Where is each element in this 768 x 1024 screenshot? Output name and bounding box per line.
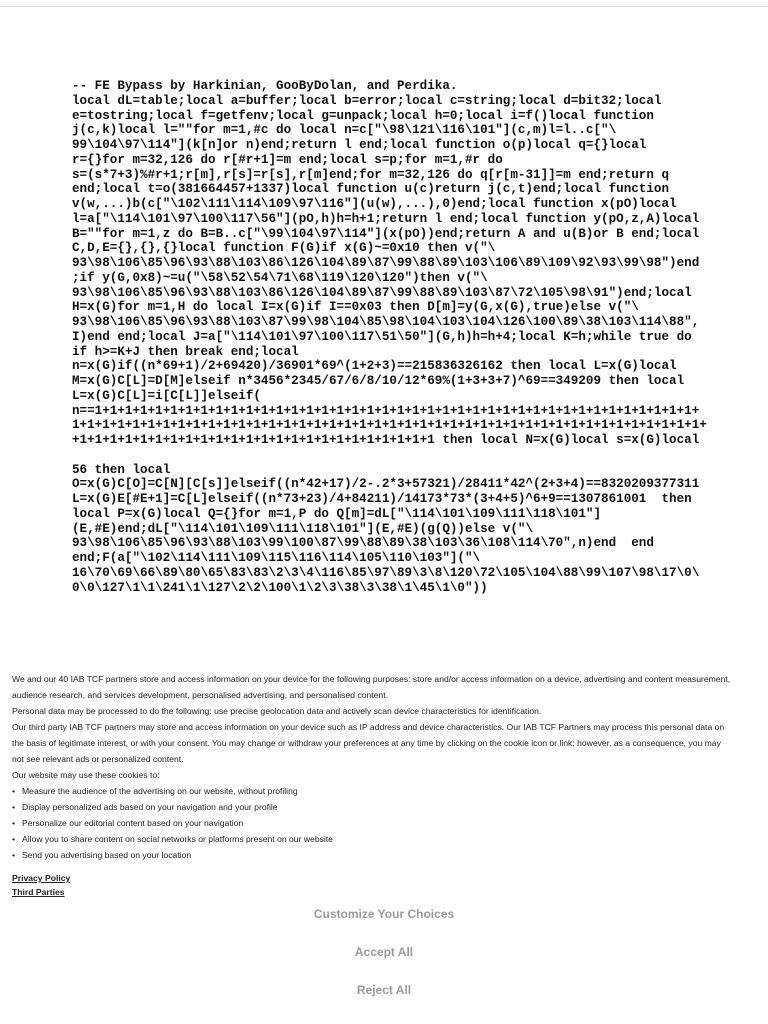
list-item: • Send you advertising based on your location [22, 847, 732, 863]
code-line: j(c,k)local l=""for m=1,#c do local n=c["\98\121\116\101"](c,m)l=l..c["\ [72, 123, 617, 138]
list-item: • Personalize our editorial content based on your navigation [22, 815, 732, 831]
third-parties-link[interactable]: Third Parties [12, 887, 65, 897]
code-line: L=x(G)E[#E+1]=C[L]elseif((n*73+23)/4+84211)/14173*73*(3+4+5)^6+9==1307861001 then [72, 492, 692, 506]
consent-text [12, 671, 732, 899]
code-line: 1+1+1+1+1+1+1+1+1+1+1+1+1+1+1+1+1+1+1+1+1+1+1+1+1+1+1+1+1+1+1+1+1+1+1+1+1+1+1+1+1+1+ [72, 418, 707, 433]
code-block [72, 79, 707, 595]
code-line: 93\98\106\85\96\93\88\103\87\99\98\104\85\98\104\103\104\126\100\89\38\103\114\88", [72, 315, 700, 329]
code-line: (E,#E)end;dL["\114\101\109\111\118\101"](E,#E)(g(Q))else v("\ [72, 521, 534, 536]
third-party-text: Our third party IAB TCF partners may store and access information on your device such as IP address and device characteristics. Our IAB TCF Partners may process this personal data on the basis of legitimate interest, or with your consent. You may change or withdraw your preferences at any time by clicking on the cookie icon or link; however, as a consequence, you may not see relevant ads or personalized content. [12, 722, 725, 764]
accept-all-button[interactable]: Accept All [0, 945, 768, 959]
code-line: r={}for m=32,126 do r[#r+1]=m end;local s=p;for m=1,#r do [72, 152, 503, 167]
code-line: 93\98\106\85\96\93\88\103\86\126\104\89\87\99\88\89\103\87\72\105\98\91")end;local [72, 285, 692, 300]
code-line: M=x(G)C[L]=D[M]elseif n*3456*2345/67/6/8/10/12*69%(1+3+3+7)^69==349209 then local [72, 374, 685, 388]
cookie-consent-panel [0, 663, 768, 1024]
code-line: end;local t=o(381664457+1337)local function u(c)return j(c,t)end;local function [72, 182, 670, 197]
code-line: 99\104\97\114"](k[n]or n)end;return l end;local function o(p)local q={}local [72, 138, 647, 152]
code-line: 16\70\69\66\89\80\65\83\83\2\3\4\116\85\97\89\3\8\120\72\105\104\88\99\107\98\17\0\ [72, 565, 700, 580]
code-line: n=x(G)if((n*69+1)/2+69420)/36901*69^(1+2+3)==215836326162 then local L=x(G)local [72, 359, 677, 374]
code-line: ;if y(G,0x8)~=u("\58\52\54\71\68\119\120\120")then v("\ [72, 270, 488, 285]
list-item: • Display personalized ads based on your navigation and your profile [22, 799, 732, 815]
policy-links [12, 871, 732, 899]
cookies-intro: Our website may use these cookies to: [12, 770, 160, 780]
code-line: I)end end;local J=a["\114\101\97\100\117\51\50"](G,h)h=h+4;local K=h;while true do [72, 329, 692, 344]
code-line: if h>=K+J then break end;local [72, 344, 299, 359]
code-line: e=tostring;local f=getfenv;local g=unpack;local h=0;local i=f()local function [72, 108, 654, 123]
code-line: +1+1+1+1+1+1+1+1+1+1+1+1+1+1+1+1+1+1+1+1+1+1+1+1 then local N=x(G)local s=x(G)local [72, 433, 700, 447]
code-line: H=x(G)for m=1,H do local I=x(G)if I==0x03 then D[m]=y(G,x(G),true)else v("\ [72, 300, 639, 315]
list-item: • Allow you to share content on social networks or platforms present on our website [22, 831, 732, 847]
reject-all-button[interactable]: Reject All [0, 983, 768, 997]
code-line: C,D,E={},{},{}local function F(G)if x(G)~=0x10 then v("\ [72, 241, 496, 256]
privacy-policy-link[interactable]: Privacy Policy [12, 873, 71, 883]
code-line: L=x(G)C[L]=i[C[L]]elseif( [72, 388, 261, 403]
code-line: n==1+1+1+1+1+1+1+1+1+1+1+1+1+1+1+1+1+1+1+1+1+1+1+1+1+1+1+1+1+1+1+1+1+1+1+1+1+1+1+1+ [72, 403, 700, 418]
code-line: end;F(a["\102\114\111\109\115\116\114\105\110\103"]("\ [72, 551, 481, 565]
code-line: -- FE Bypass by Harkinian, GooByDolan, and Perdika. [72, 79, 458, 93]
code-line: v(w,...)b(c["\102\111\114\109\97\116"](u(w),...),0)end;local function x(pO)local [72, 197, 677, 211]
purposes-text: We and our 40 IAB TCF partners store and access information on your device for the following purposes: store and/or access information on a device, advertising and content measurement, audience research, and services development, personalised advertising, and personalised content. [12, 674, 731, 700]
code-line: local dL=table;local a=buffer;local b=error;local c=string;local d=bit32;local [72, 93, 662, 108]
code-line: s=(s*7+3)%#r+1;r[m],r[s]=r[s],r[m]end;for m=32,126 do q[r[m-31]]=m end;return q [72, 167, 670, 182]
code-line: local P=x(G)local Q={}for m=1,P do Q[m]=dL["\114\101\109\111\118\101"] [72, 506, 602, 521]
list-item: • Measure the audience of the advertising on our website, without profiling [22, 783, 732, 799]
code-line: B=""for m=1,z do B=B..c["\99\104\97\114"](x(pO))end;return A and u(B)or B end;local [72, 226, 700, 241]
code-line: 93\98\106\85\96\93\88\103\99\100\87\99\88\89\38\103\36\108\114\70",n)end end [72, 536, 654, 551]
customize-choices-button[interactable]: Customize Your Choices [0, 907, 768, 921]
top-divider [0, 6, 768, 7]
code-line: 56 then local [72, 462, 171, 477]
code-line: 93\98\106\85\96\93\88\103\86\126\104\89\87\99\88\89\103\106\89\109\92\93\99\98")end [72, 256, 700, 270]
code-line: l=a["\114\101\97\100\117\56"](pO,h)h=h+1;return l end;local function y(pO,z,A)local [72, 211, 700, 226]
special-features-text: Personal data may be processed to do the following: use precise geolocation data and actively scan device characteristics for identification. [12, 706, 542, 716]
cookie-uses-list [12, 783, 732, 863]
code-line: 0\0\127\1\1\241\1\127\2\2\100\1\2\3\38\3\38\1\45\1\0")) [72, 580, 488, 595]
code-line: O=x(G)C[O]=C[N][C[s]]elseif((n*42+17)/2-.2*3+57321)/28411*42^(2+3+4)==8320209377311 [72, 477, 700, 492]
